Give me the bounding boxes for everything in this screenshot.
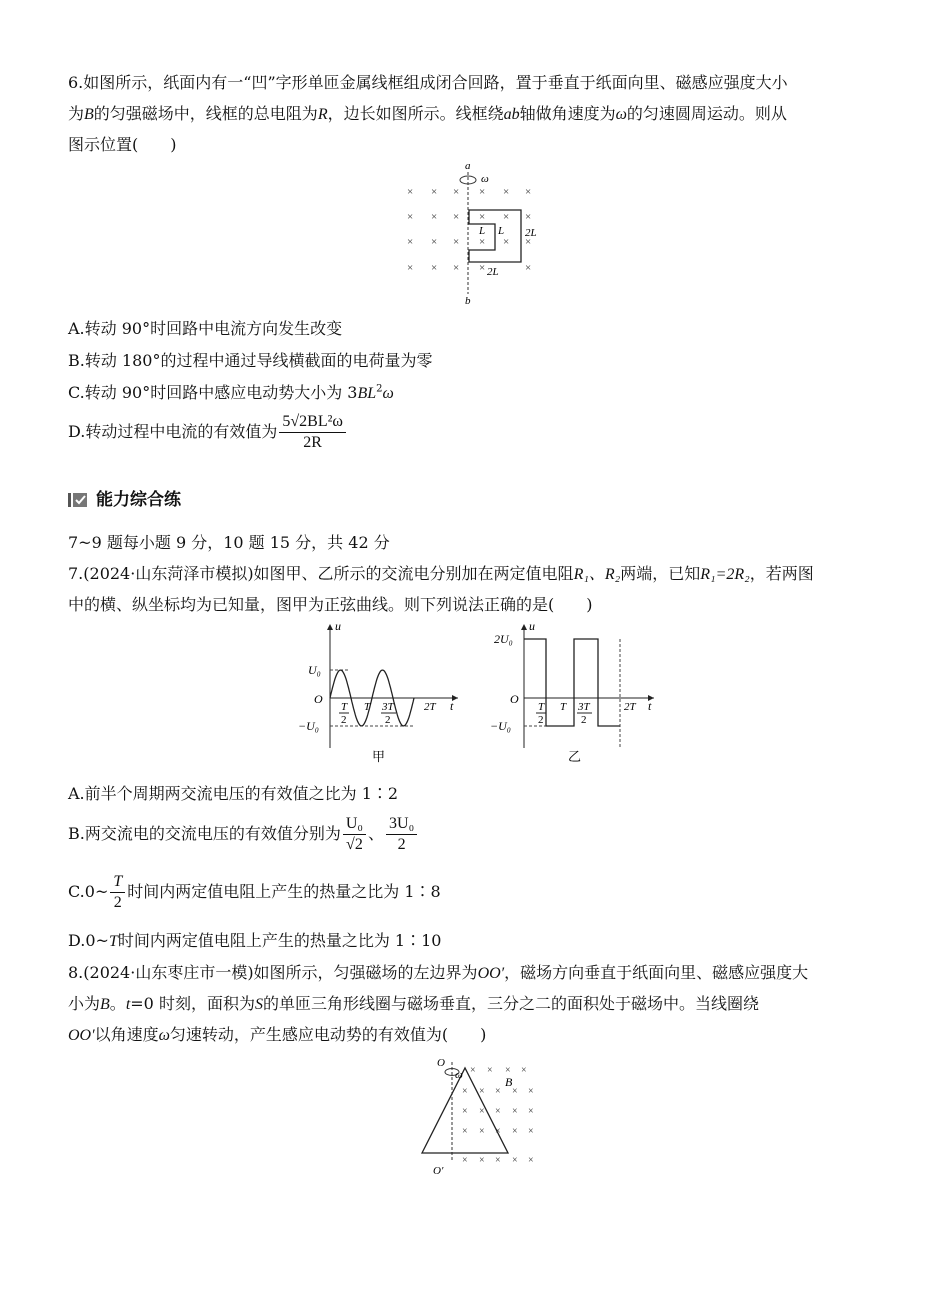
q6-stem-line2: 为B的匀强磁场中，线框的总电阻为R，边长如图所示。线框绕ab轴做角速度为ω的匀速圆周运动。则从 xyxy=(68,104,787,123)
section-header: 能力综合练 xyxy=(68,485,181,510)
field-mark: × xyxy=(479,262,486,274)
tick-T-half-den: 2 xyxy=(538,714,544,726)
field-mark: × xyxy=(495,1155,501,1166)
field-marks xyxy=(462,1065,534,1166)
q7-option-b[interactable]: B.两交流电的交流电压的有效值分别为 $\frac{\text{U₀}}{√2}$ 、 $\frac{\text{3U₀}}{2}$ xyxy=(68,814,419,855)
origin-label: O xyxy=(314,692,323,706)
field-mark: × xyxy=(505,1065,511,1076)
field-mark: × xyxy=(512,1106,518,1117)
tick-3T-half-num: 3T xyxy=(382,701,394,713)
field-mark: × xyxy=(407,186,414,198)
t-label: t xyxy=(648,699,652,713)
origin-label: O xyxy=(510,692,519,706)
field-mark: × xyxy=(479,211,486,223)
caption-jia: 甲 xyxy=(372,749,386,764)
neg-u0-label: −U₀ xyxy=(298,719,319,733)
field-mark: × xyxy=(431,236,438,248)
field-mark: × xyxy=(462,1106,468,1117)
field-mark: × xyxy=(495,1126,501,1137)
field-mark: × xyxy=(528,1086,534,1097)
field-mark: × xyxy=(521,1065,527,1076)
tick-T: T xyxy=(560,701,567,713)
field-mark: × xyxy=(512,1086,518,1097)
tick-3T-half-den: 2 xyxy=(581,714,587,726)
field-mark: × xyxy=(528,1126,534,1137)
q8-figure xyxy=(415,1050,545,1180)
q7-option-d[interactable]: D.0~T时间内两定值电阻上产生的热量之比为 1∶10 xyxy=(68,931,442,950)
q7-stem-line2: 中的横、纵坐标均为已知量，图甲为正弦曲线。则下列说法正确的是( ) xyxy=(68,595,593,614)
q8-stem-line2: 小为B。t=0 时刻，面积为S的单匝三角形线圈与磁场垂直，三分之二的面积处于磁场中。当线圈绕 xyxy=(68,994,759,1013)
field-mark: × xyxy=(431,262,438,274)
u-label: u xyxy=(335,619,341,633)
q6-option-d-fraction: $\frac{\text{5√2BL²ω}}{2R}$ xyxy=(279,412,346,453)
q6-option-b[interactable]: B.转动 180°的过程中通过导线横截面的电荷量为零 xyxy=(68,351,433,370)
q8-stem-line1: 8.(2024·山东枣庄市一模)如图所示，匀强磁场的左边界为OO′，磁场方向垂直于纸面向里、磁感应强度大 xyxy=(68,963,809,982)
field-mark: × xyxy=(487,1065,493,1076)
field-mark: × xyxy=(528,1106,534,1117)
q7-graph-jia xyxy=(290,618,470,768)
field-mark: × xyxy=(503,211,510,223)
q7-option-b-fraction-2: $\frac{\text{3U₀}}{2}$ xyxy=(386,814,417,855)
label-omega: ω xyxy=(481,173,489,185)
u-axis-arrow-icon xyxy=(521,624,527,630)
field-mark: × xyxy=(479,186,486,198)
t-label: t xyxy=(450,699,454,713)
q6-stem-line3: 图示位置( ) xyxy=(68,135,177,154)
field-mark: × xyxy=(453,186,460,198)
label-O-prime: O′ xyxy=(433,1165,444,1177)
field-mark: × xyxy=(512,1126,518,1137)
field-mark: × xyxy=(462,1126,468,1137)
label-L-side: L xyxy=(498,225,505,237)
field-mark: × xyxy=(453,236,460,248)
tick-2T: 2T xyxy=(624,701,636,713)
label-a: a xyxy=(465,160,471,172)
q6-option-d[interactable]: D.转动过程中电流的有效值为 $\frac{\text{5√2BL²ω}}{2R}$ xyxy=(68,412,348,453)
q7-stem-line1: 7.(2024·山东菏泽市模拟)如图甲、乙所示的交流电分别加在两定值电阻R₁、R₂两端，已知R₁=2R₂，若两图 xyxy=(68,564,814,583)
field-mark: × xyxy=(495,1086,501,1097)
field-mark: × xyxy=(453,262,460,274)
tick-2T: 2T xyxy=(424,701,436,713)
label-2L-side: 2L xyxy=(525,227,537,239)
field-mark: × xyxy=(407,211,414,223)
q6-option-a[interactable]: A.转动 90°时回路中电流方向发生改变 xyxy=(68,319,343,338)
label-L-top: L xyxy=(479,225,486,237)
field-mark: × xyxy=(525,262,532,274)
label-2L-bottom: 2L xyxy=(487,266,499,278)
tick-3T-half-den: 2 xyxy=(385,714,391,726)
u-label: u xyxy=(529,619,535,633)
field-mark: × xyxy=(528,1155,534,1166)
field-mark: × xyxy=(479,236,486,248)
tick-T: T xyxy=(364,701,371,713)
field-mark: × xyxy=(462,1086,468,1097)
field-mark: × xyxy=(525,236,532,248)
field-mark: × xyxy=(431,186,438,198)
neg-u0-label: −U₀ xyxy=(490,719,511,733)
two-u0-label: 2U₀ xyxy=(494,632,513,646)
checklist-icon xyxy=(68,491,90,509)
field-mark: × xyxy=(503,236,510,248)
score-note: 7~9 题每小题 9 分，10 题 15 分，共 42 分 xyxy=(68,533,390,552)
field-mark: × xyxy=(407,262,414,274)
field-mark: × xyxy=(479,1155,485,1166)
q6-option-c[interactable]: C.转动 90°时回路中感应电动势大小为 $3BL^2\omega$ xyxy=(68,383,394,402)
q8-stem-line3: OO′以角速度ω匀速转动，产生感应电动势的有效值为( ) xyxy=(68,1025,487,1044)
q7-option-b-fraction-1: $\frac{\text{U₀}}{√2}$ xyxy=(343,814,366,855)
tick-T-half-den: 2 xyxy=(341,714,347,726)
tick-T-half-num: T xyxy=(341,701,348,713)
q7-option-c-fraction: $\frac{T}{2}$ xyxy=(110,872,125,913)
field-mark: × xyxy=(479,1106,485,1117)
field-mark: × xyxy=(470,1065,476,1076)
field-mark: × xyxy=(525,211,532,223)
u-axis-arrow-icon xyxy=(327,624,333,630)
q7-option-a[interactable]: A.前半个周期两交流电压的有效值之比为 1∶2 xyxy=(68,784,399,803)
field-mark: × xyxy=(407,236,414,248)
field-mark: × xyxy=(503,186,510,198)
wire-frame xyxy=(469,210,521,262)
field-mark: × xyxy=(479,1126,485,1137)
field-mark: × xyxy=(512,1155,518,1166)
label-b: b xyxy=(465,295,471,307)
q6-figure xyxy=(395,158,555,308)
tick-3T-half-num: 3T xyxy=(578,701,590,713)
u0-label: U₀ xyxy=(308,663,321,677)
label-omega: ω xyxy=(455,1069,463,1081)
q7-graph-yi xyxy=(478,618,668,768)
field-mark: × xyxy=(479,1086,485,1097)
field-mark: × xyxy=(495,1106,501,1117)
field-mark: × xyxy=(462,1155,468,1166)
field-mark: × xyxy=(453,211,460,223)
label-O: O xyxy=(437,1057,445,1069)
q6-stem-line1: 6.如图所示，纸面内有一“凹”字形单匝金属线框组成闭合回路，置于垂直于纸面向里、磁感应强度大小 xyxy=(68,73,788,92)
field-mark: × xyxy=(525,186,532,198)
label-B: B xyxy=(505,1075,513,1089)
q7-option-c[interactable]: C.0~ $\frac{T}{2}$ 时间内两定值电阻上产生的热量之比为 1∶8 xyxy=(68,873,441,911)
caption-yi: 乙 xyxy=(568,749,582,764)
field-mark: × xyxy=(431,211,438,223)
tick-T-half-num: T xyxy=(538,701,545,713)
